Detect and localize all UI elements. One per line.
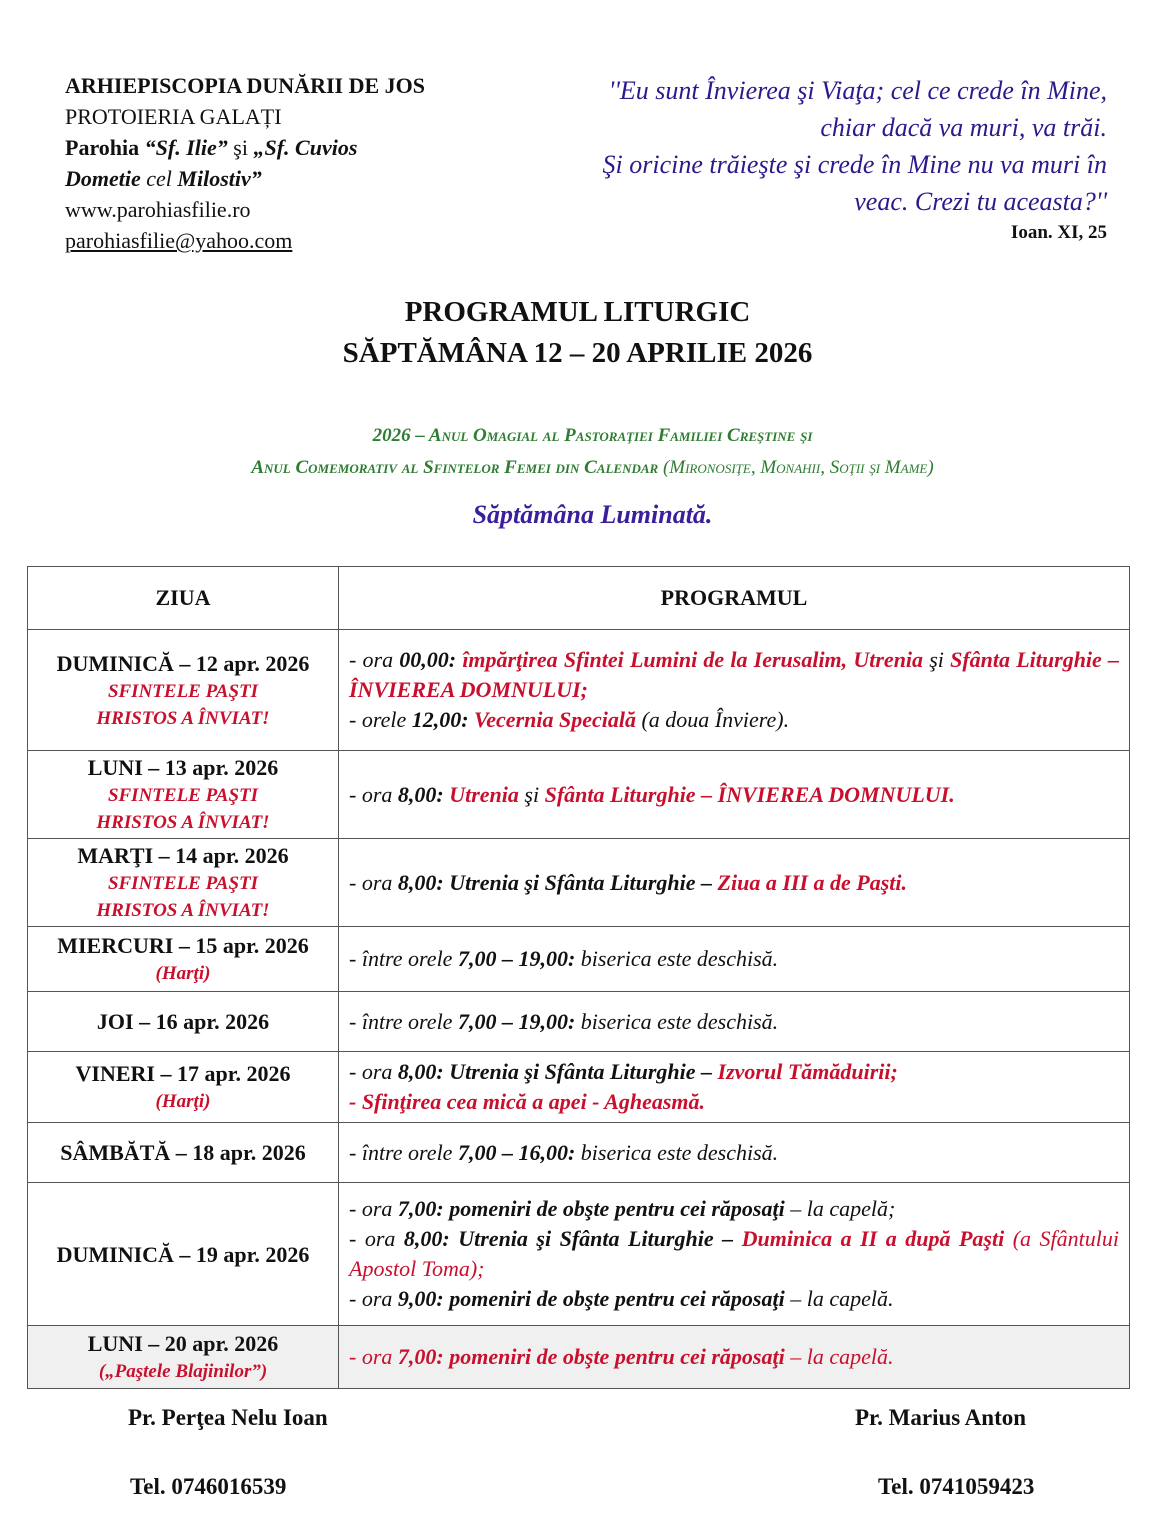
program-text: Ziua a III a de Paşti. [717, 869, 908, 895]
program-text: – la capelă. [784, 1286, 894, 1311]
program-line [349, 645, 1119, 705]
program-line [349, 705, 1119, 735]
program-text: - ora [349, 781, 398, 807]
program-text: împărţirea Sfintei Lumini de la Ierusalim, Utrenia [462, 647, 924, 672]
day-note: SFINTELE PAŞTI [107, 873, 259, 894]
day-note: HRISTOS A ÎNVIAT! [96, 707, 270, 729]
day-cell [28, 839, 339, 927]
day-cell [28, 927, 339, 992]
day-label: VINERI – 17 apr. 2026 [75, 1061, 291, 1086]
day-cell [28, 630, 339, 751]
theme-line: 2026 – Anul Omagial al Pastoraţiei Familiei Creştine şi [372, 425, 813, 446]
day-cell [28, 1183, 339, 1326]
day-note: SFINTELE PAŞTI [107, 680, 259, 702]
table-row [28, 927, 1130, 992]
program-line [349, 1224, 1119, 1284]
quote-line: ''Eu sunt Învierea şi Viaţa; cel ce crede în Mine, [608, 76, 1107, 105]
table-row [28, 1326, 1130, 1389]
quote-line: chiar dacă va muri, va trăi. [820, 113, 1107, 142]
title-line: PROGRAMUL LITURGIC [404, 296, 751, 328]
program-text: - ora [349, 1344, 398, 1369]
program-cell [339, 1326, 1130, 1389]
priest-2-name: Pr. Marius Anton [855, 1405, 1027, 1430]
table-row [28, 1123, 1130, 1183]
program-text: 12,00: [411, 707, 475, 732]
archdiocese-name: ARHIEPISCOPIA DUNĂRII DE JOS [65, 73, 426, 98]
program-cell [339, 1183, 1130, 1326]
program-line [349, 1138, 1119, 1168]
program-cell [339, 1123, 1130, 1183]
program-text: biserica este deschisă. [575, 1139, 779, 1165]
day-label: SÂMBĂTĂ – 18 apr. 2026 [60, 1140, 306, 1165]
program-text: biserica este deschisă. [575, 1008, 779, 1034]
program-cell [339, 1052, 1130, 1123]
priest-1-phone: Tel. 0746016539 [130, 1474, 287, 1499]
program-cell [339, 839, 1130, 927]
program-line [349, 1284, 1119, 1314]
program-text: - ora [349, 1059, 398, 1084]
table-row [28, 839, 1130, 927]
day-label: LUNI – 20 apr. 2026 [87, 1331, 279, 1356]
program-text: 7,00: pomeniri de obşte pentru cei răposaţi [397, 1344, 785, 1369]
email-link[interactable]: parohiasfilie@yahoo.com [65, 228, 293, 253]
program-text: şi [923, 647, 951, 672]
parish-name-cont: Dometie cel Milostiv” [65, 166, 262, 191]
day-note: HRISTOS A ÎNVIAT! [96, 900, 270, 921]
program-text: 7,00 – 19,00: [457, 946, 576, 971]
day-label: DUMINICĂ – 12 apr. 2026 [56, 650, 310, 676]
quote-reference: Ioan. XI, 25 [1010, 222, 1107, 243]
program-text: - ora [349, 869, 398, 895]
program-line [349, 1194, 1119, 1224]
day-cell [28, 1326, 339, 1389]
day-cell [28, 751, 339, 839]
program-text: (a doua Înviere). [635, 707, 790, 732]
bible-quote [467, 72, 1107, 246]
program-text: 7,00 – 19,00: [457, 1008, 576, 1034]
quote-line: veac. Crezi tu aceasta?'' [854, 187, 1107, 216]
program-line [349, 1057, 1119, 1087]
program-text: - între orele [349, 1139, 458, 1165]
day-note: („Paştele Blajinilor”) [98, 1361, 268, 1382]
program-text: 8,00: Utrenia şi Sfânta Liturghie – [397, 869, 718, 895]
column-header-day: ZIUA [28, 567, 339, 630]
theme-of-year [0, 420, 1155, 484]
table-row [28, 1052, 1130, 1123]
parish-name: Parohia “Sf. Ilie” şi „Sf. Cuvios [65, 135, 358, 160]
table-row [28, 1183, 1130, 1326]
table-row [28, 992, 1130, 1052]
day-note: (Harţi) [155, 963, 211, 984]
program-text: - orele [349, 707, 412, 732]
week-subtitle: Săptămâna Luminată. [472, 500, 713, 529]
day-label: MARŢI – 14 apr. 2026 [77, 843, 289, 868]
program-text: 9,00: pomeniri de obşte pentru cei răposaţi [397, 1286, 785, 1311]
program-line [349, 1007, 1119, 1037]
priest-2-phone: Tel. 0741059423 [878, 1474, 1035, 1499]
day-cell [28, 1123, 339, 1183]
day-note: SFINTELE PAŞTI [107, 785, 259, 806]
program-line [349, 868, 1119, 898]
program-text: Vecernia Specială [474, 707, 636, 732]
quote-line: Şi oricine trăieşte şi crede în Mine nu va muri în [602, 150, 1107, 179]
program-text: Duminica a II a după Paşti [741, 1226, 1005, 1251]
program-text: 7,00 – 16,00: [457, 1139, 576, 1165]
program-line [349, 1087, 1119, 1117]
program-text: - ora [349, 1196, 398, 1221]
program-text: Sfânta Liturghie – ÎNVIEREA DOMNULUI. [544, 781, 955, 807]
table-row [28, 751, 1130, 839]
program-text: - între orele [349, 1008, 458, 1034]
program-text: 7,00: pomeniri de obşte pentru cei răposaţi [397, 1196, 785, 1221]
day-note: HRISTOS A ÎNVIAT! [96, 812, 270, 833]
program-text: 8,00: Utrenia şi Sfânta Liturghie – [397, 1059, 718, 1084]
program-text: Izvorul Tămăduirii; [717, 1059, 898, 1084]
program-text: biserica este deschisă. [575, 946, 779, 971]
program-text: 8,00: [397, 781, 450, 807]
table-row [28, 630, 1130, 751]
theme-line: Anul Comemorativ al Sfintelor Femei din Calendar (Mironosiţe, Monahii, Soţii şi Mame) [251, 457, 934, 478]
day-label: MIERCURI – 15 apr. 2026 [57, 933, 309, 958]
day-cell [28, 992, 339, 1052]
program-cell [339, 927, 1130, 992]
program-cell [339, 992, 1130, 1052]
day-note: (Harţi) [155, 1091, 211, 1112]
program-text: - ora [349, 647, 400, 672]
program-line [349, 780, 1119, 810]
day-label: DUMINICĂ – 19 apr. 2026 [56, 1241, 310, 1267]
program-cell [339, 630, 1130, 751]
program-text: 00,00: [399, 647, 463, 672]
program-text: – la capelă. [784, 1344, 894, 1369]
program-text: - ora [349, 1226, 404, 1251]
program-text: (a Sfântului Apostol Toma); [349, 1226, 1120, 1281]
program-text: - ora [349, 1286, 398, 1311]
day-cell [28, 1052, 339, 1123]
program-line [349, 1342, 1119, 1372]
program-text: şi [518, 781, 545, 807]
program-cell [339, 751, 1130, 839]
program-text: Utrenia [449, 781, 519, 807]
program-text: - între orele [349, 946, 458, 971]
program-text: - Sfinţirea cea mică a apei - Agheasmă. [349, 1089, 706, 1114]
title-week: SĂPTĂMÂNA 12 – 20 APRILIE 2026 [342, 337, 813, 369]
page-title [0, 292, 1155, 374]
schedule-table [27, 566, 1130, 1389]
program-line [349, 944, 1119, 974]
deanery-name: PROTOIERIA GALAȚI [65, 104, 282, 129]
program-text: Sfânta Liturghie – ÎNVIEREA DOMNULUI; [349, 647, 1119, 702]
day-label: LUNI – 13 apr. 2026 [87, 755, 279, 780]
website-link[interactable]: www.parohiasfilie.ro [65, 197, 251, 222]
program-text: 8,00: Utrenia şi Sfânta Liturghie – [403, 1226, 742, 1251]
priest-1-name: Pr. Perţea Nelu Ioan [128, 1405, 328, 1430]
column-header-program: PROGRAMUL [339, 567, 1130, 630]
day-label: JOI – 16 apr. 2026 [96, 1009, 270, 1034]
program-text: – la capelă; [784, 1196, 896, 1221]
parish-header [65, 70, 485, 256]
